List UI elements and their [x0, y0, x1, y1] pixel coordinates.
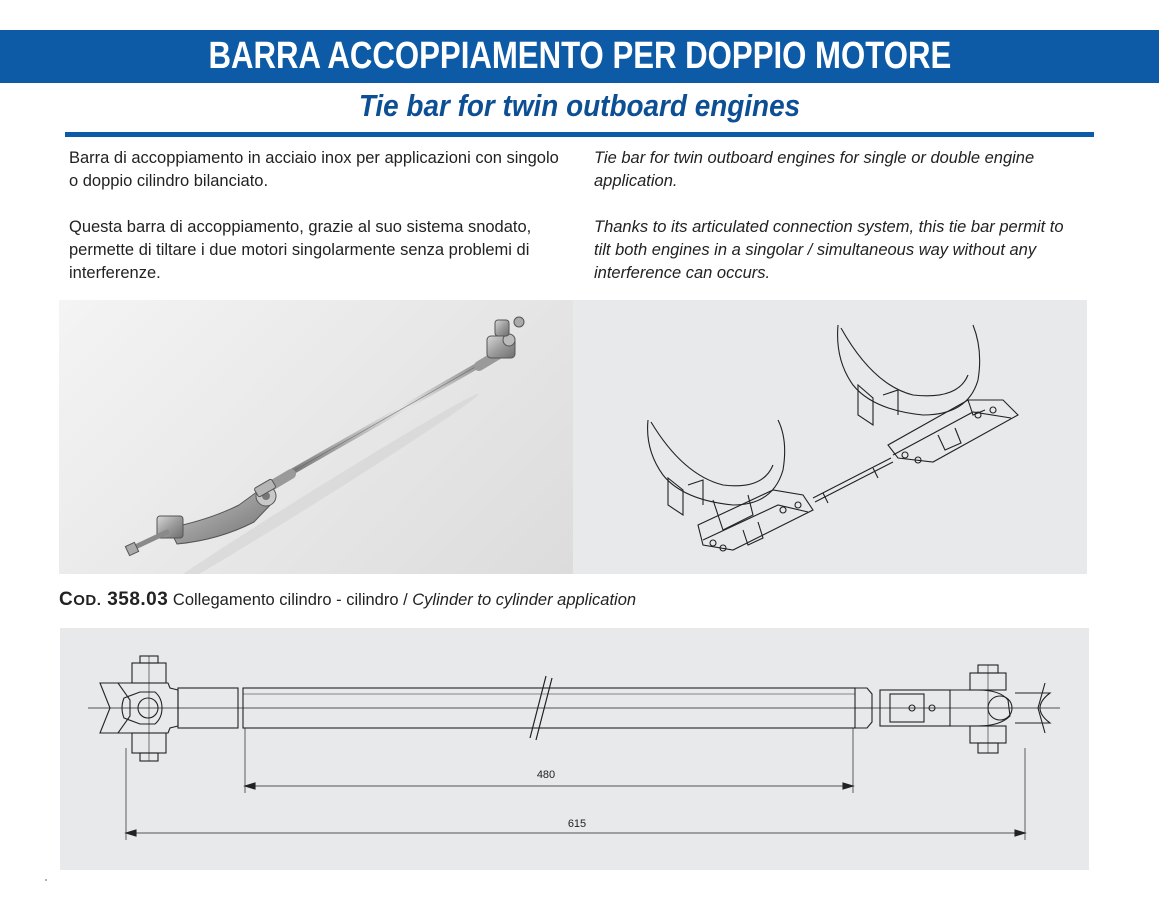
- product-description-en: Cylinder to cylinder application: [412, 591, 637, 609]
- installation-drawing: [573, 300, 1087, 574]
- page-subtitle: Tie bar for twin outboard engines: [358, 88, 801, 123]
- product-caption: [59, 589, 636, 611]
- title-banner: [0, 30, 1159, 83]
- page-title: BARRA ACCOPPIAMENTO PER DOPPIO MOTORE: [208, 35, 951, 77]
- dimension-drawing: [60, 628, 1089, 870]
- divider-rule: [65, 132, 1094, 137]
- product-description-it: Collegamento cilindro - cilindro /: [172, 591, 413, 609]
- description-italian: [69, 147, 569, 308]
- product-code: 358.03: [107, 589, 169, 610]
- description-en-paragraph-1: Tie bar for twin outboard engines for single or double engine application.: [594, 149, 1035, 190]
- stray-mark: [45, 879, 47, 881]
- description-it-paragraph-2: Questa barra di accoppiamento, grazie al suo sistema snodato, permette di tiltare i due motori singolarmente senza problemi di interferenze.: [69, 218, 532, 282]
- product-code-label: COD. 358.03: [59, 589, 169, 610]
- description-english: [594, 147, 1074, 308]
- product-photo: [59, 300, 573, 574]
- description-en-paragraph-2: Thanks to its articulated connection system, this tie bar permit to tilt both engines in a singolar / simultaneous way without any interference can occurs.: [594, 218, 1064, 282]
- description-it-paragraph-1: Barra di accoppiamento in acciaio inox per applicazioni con singolo o doppio cilindro bilanciato.: [69, 149, 559, 190]
- dimension-inner-label: 480: [536, 769, 556, 781]
- dimension-outer-label: 615: [567, 818, 587, 830]
